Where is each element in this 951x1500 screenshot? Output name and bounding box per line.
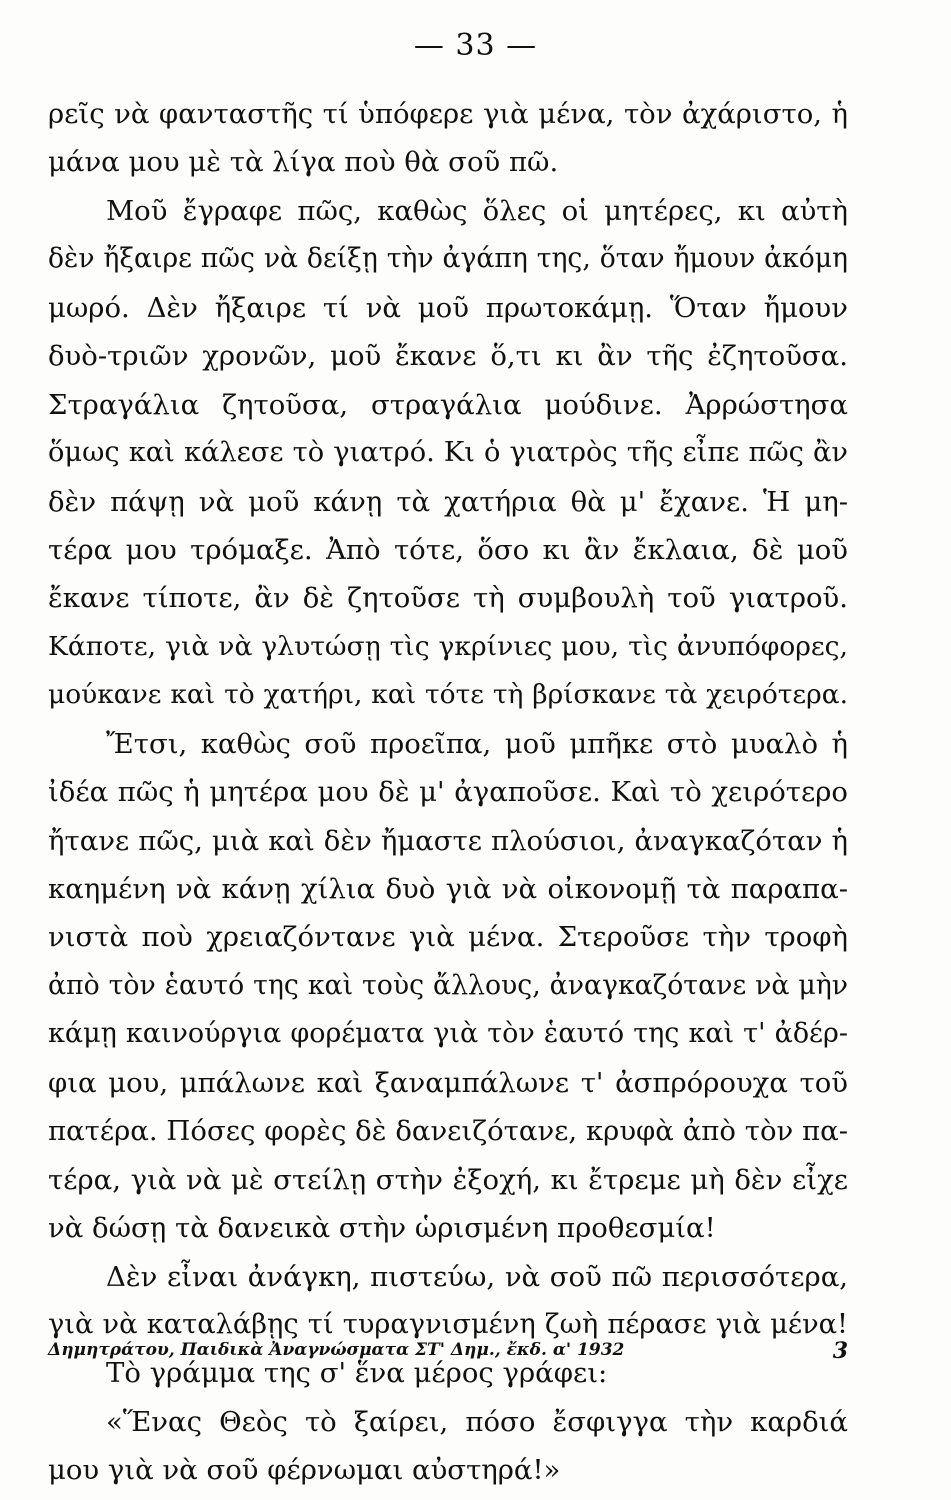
text-line: φια μου, μπάλωνε καὶ ξαναμπάλωνε τ' ἀσπρόρουχα τοῦ (48, 1066, 848, 1099)
text-line: Ἔτσι, καθὼς σοῦ προεῖπα, μοῦ μπῆκε στὸ μυαλὸ ἡ (106, 727, 848, 760)
text-line: ρεῖς νὰ φανταστῆς τί ὑπόφερε γιὰ μένα, τὸν ἀχάριστο, ἡ (48, 98, 848, 130)
text-line: Τὸ γράμμα της σ' ἕνα μέρος γράφει: (106, 1357, 608, 1390)
text-line: Στραγάλια ζητοῦσα, στραγάλια μούδινε. Ἀρρώστησα (48, 388, 848, 421)
footer-source: Δημητράτου, Παιδικὰ Ἀναγνώσματα ΣΤ' Δημ., ἔκδ. α' 1932 (48, 1340, 625, 1360)
text-line: Μοῦ ἔγραφε πῶς, καθὼς ὅλες οἱ μητέρες, κι αὐτὴ (106, 194, 848, 227)
text-line: καημένη νὰ κάνῃ χίλια δυὸ γιὰ νὰ οἰκονομῇ τὰ παραπα- (48, 873, 848, 905)
text-line: πατέρα. Πόσες φορὲς δὲ δανειζότανε, κρυφὰ ἀπὸ τὸν πα- (48, 1115, 848, 1148)
text-line: Κάποτε, γιὰ νὰ γλυτώσῃ τὶς γκρίνιες μου, τὶς ἀνυπόφορες, (48, 630, 848, 662)
text-line: ὅμως καὶ κάλεσε τὸ γιατρό. Κι ὁ γιατρὸς τῆς εἶπε πῶς ἂν (48, 437, 848, 469)
signature-mark: 3 (832, 1338, 848, 1364)
text-line: δὲν ἤξαιρε πῶς νὰ δείξῃ τὴν ἀγάπη της, ὅταν ἤμουν ἀκόμη (48, 243, 848, 275)
text-line: μάνα μου μὲ τὰ λίγα ποὺ θὰ σοῦ πῶ. (48, 146, 559, 179)
text-line: ἤτανε πῶς, μιὰ καὶ δὲν ἤμαστε πλούσιοι, ἀναγκαζόταν ἡ (48, 824, 848, 857)
text-line: Δὲν εἶναι ἀνάγκη, πιστεύω, νὰ σοῦ πῶ περισσότερα, (106, 1260, 848, 1293)
text-line: δυὸ-τριῶν χρονῶν, μοῦ ἔκανε ὅ,τι κι ἂν τῆς ἐζητοῦσα. (48, 340, 848, 373)
text-line: ἔκανε τίποτε, ἂν δὲ ζητοῦσε τὴ συμβουλὴ τοῦ γιατροῦ. (48, 582, 848, 615)
text-line: μούκανε καὶ τὸ χατήρι, καὶ τότε τὴ βρίσκανε τὰ χειρότερα. (48, 679, 848, 711)
text-line: δὲν πάψῃ νὰ μοῦ κάνῃ τὰ χατήρια θὰ μ' ἔχανε. Ἡ μη- (48, 485, 848, 518)
text-line: μωρό. Δὲν ἤξαιρε τί νὰ μοῦ πρωτοκάμῃ. Ὅταν ἤμουν (48, 291, 848, 324)
text-line: μου γιὰ νὰ σοῦ φέρνωμαι αὐστηρά!» (48, 1454, 561, 1487)
text-line: ἰδέα πῶς ἡ μητέρα μου δὲ μ' ἀγαποῦσε. Καὶ τὸ χειρότερο (48, 776, 848, 809)
text-line: τέρα, γιὰ νὰ μὲ στείλῃ στὴν ἐξοχή, κι ἔτρεμε μὴ δὲν εἶχε (48, 1163, 848, 1196)
text-line: νιστὰ ποὺ χρειαζόντανε γιὰ μένα. Στεροῦσε τὴν τροφὴ (48, 921, 848, 954)
text-line: ἀπὸ τὸν ἑαυτό της καὶ τοὺς ἄλλους, ἀναγκαζότανε νὰ μὴν (48, 969, 848, 1001)
text-line: κάμῃ καινούργια φορέματα γιὰ τὸν ἑαυτό της καὶ τ' ἀδέρ- (48, 1018, 848, 1050)
body-text (48, 90, 848, 1495)
text-line: τέρα μου τρόμαξε. Ἀπὸ τότε, ὅσο κι ἂν ἔκλαια, δὲ μοῦ (48, 533, 848, 566)
text-line: «Ἕνας Θεὸς τὸ ξαίρει, πόσο ἔσφιγγα τὴν καρδιά (106, 1405, 848, 1438)
page-footer (48, 1340, 848, 1370)
page-number: — 33 — (413, 28, 538, 63)
text-line: νὰ δώσῃ τὰ δανεικὰ στὴν ὡρισμένη προθεσμία! (48, 1212, 716, 1245)
text-line: γιὰ νὰ καταλάβῃς τί τυραγνισμένη ζωὴ πέρασε γιὰ μένα! (48, 1308, 848, 1340)
